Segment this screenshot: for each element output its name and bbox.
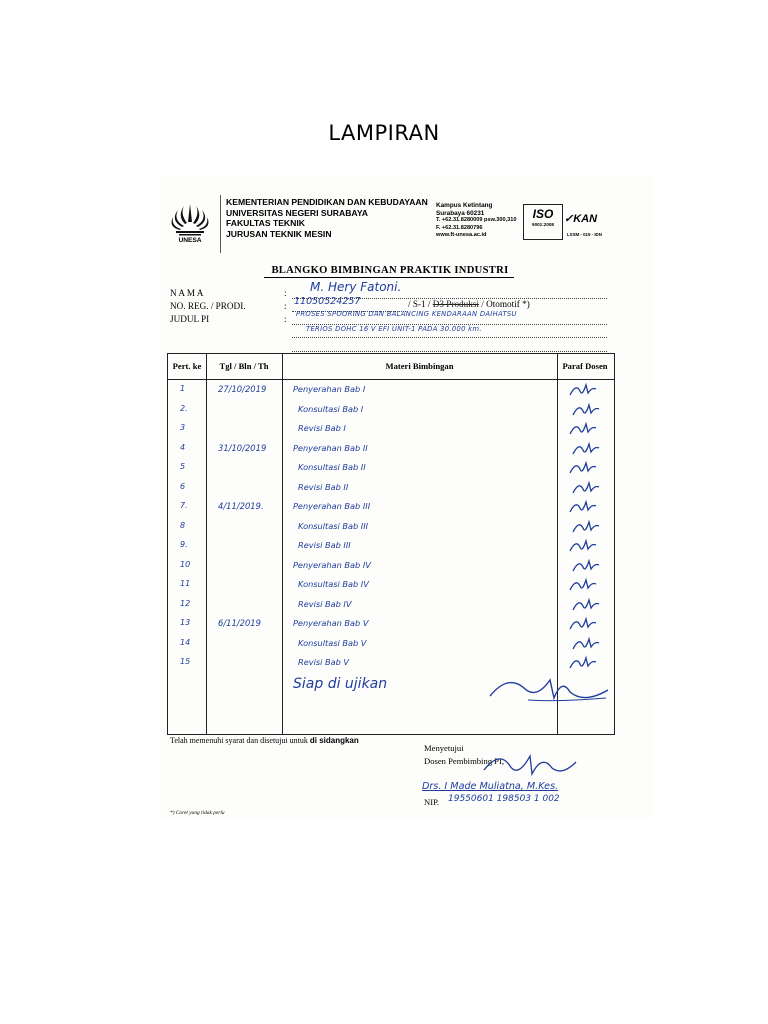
row-materi: Revisi Bab V [298,657,350,667]
campus-address [436,202,517,240]
paraf-signature-icon [568,420,598,438]
paraf-signature-icon [568,498,598,516]
paraf-signature-icon [568,576,598,594]
form-title-underline [264,277,514,278]
row-number: 1 [180,384,186,393]
paraf-signature-icon [568,459,598,477]
logo-text: UNESA [178,237,202,244]
row-materi: Penyerahan Bab III [293,501,371,511]
approval-note-text: Telah memenuhi syarat dan disetujui untuk [170,736,308,745]
letterhead-divider [220,195,221,253]
row-materi: Konsultasi Bab V [298,637,367,648]
row-date: 31/10/2019 [218,442,267,453]
paraf-signature-icon [568,615,598,633]
row-materi: Konsultasi Bab II [298,462,366,472]
paraf-signature-icon [571,440,601,458]
row-number: 2. [180,403,188,413]
final-signature-icon [488,670,612,706]
prodi-options [408,299,530,309]
row-number: 6 [180,481,186,491]
judul-line-1: PROSES SPOORING DAN BALANCING KENDARAAN DAIHATSU [296,310,517,318]
paraf-signature-icon [571,596,601,614]
advisor-signature-icon [480,748,580,780]
form-title: BLANGKO BIMBINGAN PRAKTIK INDUSTRI [271,265,509,276]
colon: : [284,288,287,298]
paraf-signature-icon [571,635,601,653]
faculty-name: FAKULTAS TEKNIK [226,218,305,229]
row-materi: Penyerahan Bab II [293,442,368,453]
row-number: 3 [180,423,186,432]
header-paraf: Paraf Dosen [562,361,608,371]
colon: : [284,314,287,324]
header-tanggal: Tgl / Bln / Th [219,361,269,371]
page-title: LAMPIRAN [328,121,440,145]
row-materi: Penyerahan Bab V [293,618,369,628]
judul-label: JUDUL PI [170,314,210,324]
row-number: 14 [180,637,191,647]
iso-standard: 9001:2008 [532,222,554,227]
campus-line: Kampus Ketintang [436,202,493,209]
campus-line: Surabaya 60231 [436,209,485,217]
guidance-table [167,353,615,735]
noreg-label: NO. REG. / PRODI. [170,301,246,311]
row-materi: Konsultasi Bab III [298,520,369,531]
table-column-divider [206,354,207,734]
prodi-otomotif: / Otomotif *) [481,299,530,309]
noreg-value: 11050524257 [294,296,361,307]
row-date: 4/11/2019. [218,501,264,511]
university-name: UNIVERSITAS NEGERI SURABAYA [226,207,368,218]
row-materi: Revisi Bab IV [298,598,352,609]
department-name: JURUSAN TEKNIK MESIN [226,228,332,239]
row-number: 9. [180,540,188,549]
nip-label: NIP. [424,797,440,807]
row-number: 15 [180,657,191,666]
row-number: 7. [180,501,188,510]
row-number: 4 [180,442,186,452]
row-number: 10 [180,559,191,569]
nama-value: M. Hery Fatoni. [310,280,402,294]
campus-line: www.ft-unesa.ac.id [436,232,487,239]
dotted-line [292,337,607,338]
kan-code: LSSM - 015 - IDN [567,232,602,237]
approval-line-2: Dosen Pembimbing PI, [424,756,504,766]
nama-label: N A M A [170,288,204,298]
paraf-signature-icon [568,537,598,555]
colon: : [284,301,287,311]
row-number: 11 [180,579,191,588]
row-materi: Penyerahan Bab I [293,384,366,394]
paraf-signature-icon [571,479,601,497]
row-date: 27/10/2019 [218,384,267,394]
row-materi: Revisi Bab I [298,423,346,433]
table-column-divider [282,354,283,734]
campus-line: F. +62.31.8280796 [436,224,483,231]
header-materi: Materi Bimbingan [385,361,454,371]
row-number: 13 [180,618,191,627]
paraf-signature-icon [571,557,601,575]
row-materi: Konsultasi Bab IV [298,579,369,589]
campus-line: T. +62.31.8280009 psw.300,310 [436,217,517,224]
row-number: 8 [180,520,186,530]
row-number: 5 [180,462,186,471]
header-pertemuan: Pert. ke [172,361,202,371]
paraf-signature-icon [571,401,601,419]
kan-mark: KAN [573,213,598,225]
iso-certification-badge [523,204,563,240]
row-date: 6/11/2019 [218,618,261,628]
judul-line-2: TERIOS DOHC 16 V EFI UNIT-1 PADA 30.000 km. [306,325,482,333]
row-number: 12 [180,598,191,608]
approval-note-bold: di sidangkan [309,736,359,745]
nip-value: 19550601 198503 1 002 [448,794,560,804]
advisor-name: Drs. I Made Muliatna, M.Kes. [422,781,559,792]
row-materi: Konsultasi Bab I [298,403,364,414]
footnote: *) Coret yang tidak perlu [170,810,225,816]
ministry-name: KEMENTERIAN PENDIDIKAN DAN KEBUDAYAAN [226,197,428,207]
table-header-divider [168,379,614,380]
kan-check-icon: ✓ [564,213,574,225]
row-materi: Penyerahan Bab IV [293,559,371,570]
approval-line-1: Menyetujui [424,743,464,753]
approval-note [170,736,359,745]
paraf-signature-icon [568,381,598,399]
prodi-d3-struck: D3 Produksi [432,299,479,309]
row-materi: Revisi Bab III [298,540,351,550]
letterhead-institution [226,197,428,239]
scanned-form [160,176,654,818]
row-materi: Revisi Bab II [298,481,349,492]
iso-mark: ISO [532,207,554,221]
closing-note: Siap di ujikan [293,676,388,692]
prodi-s1: / S-1 / [408,299,431,309]
paraf-signature-icon [571,518,601,536]
dotted-line [292,351,607,352]
kan-accreditation-mark [564,212,597,225]
